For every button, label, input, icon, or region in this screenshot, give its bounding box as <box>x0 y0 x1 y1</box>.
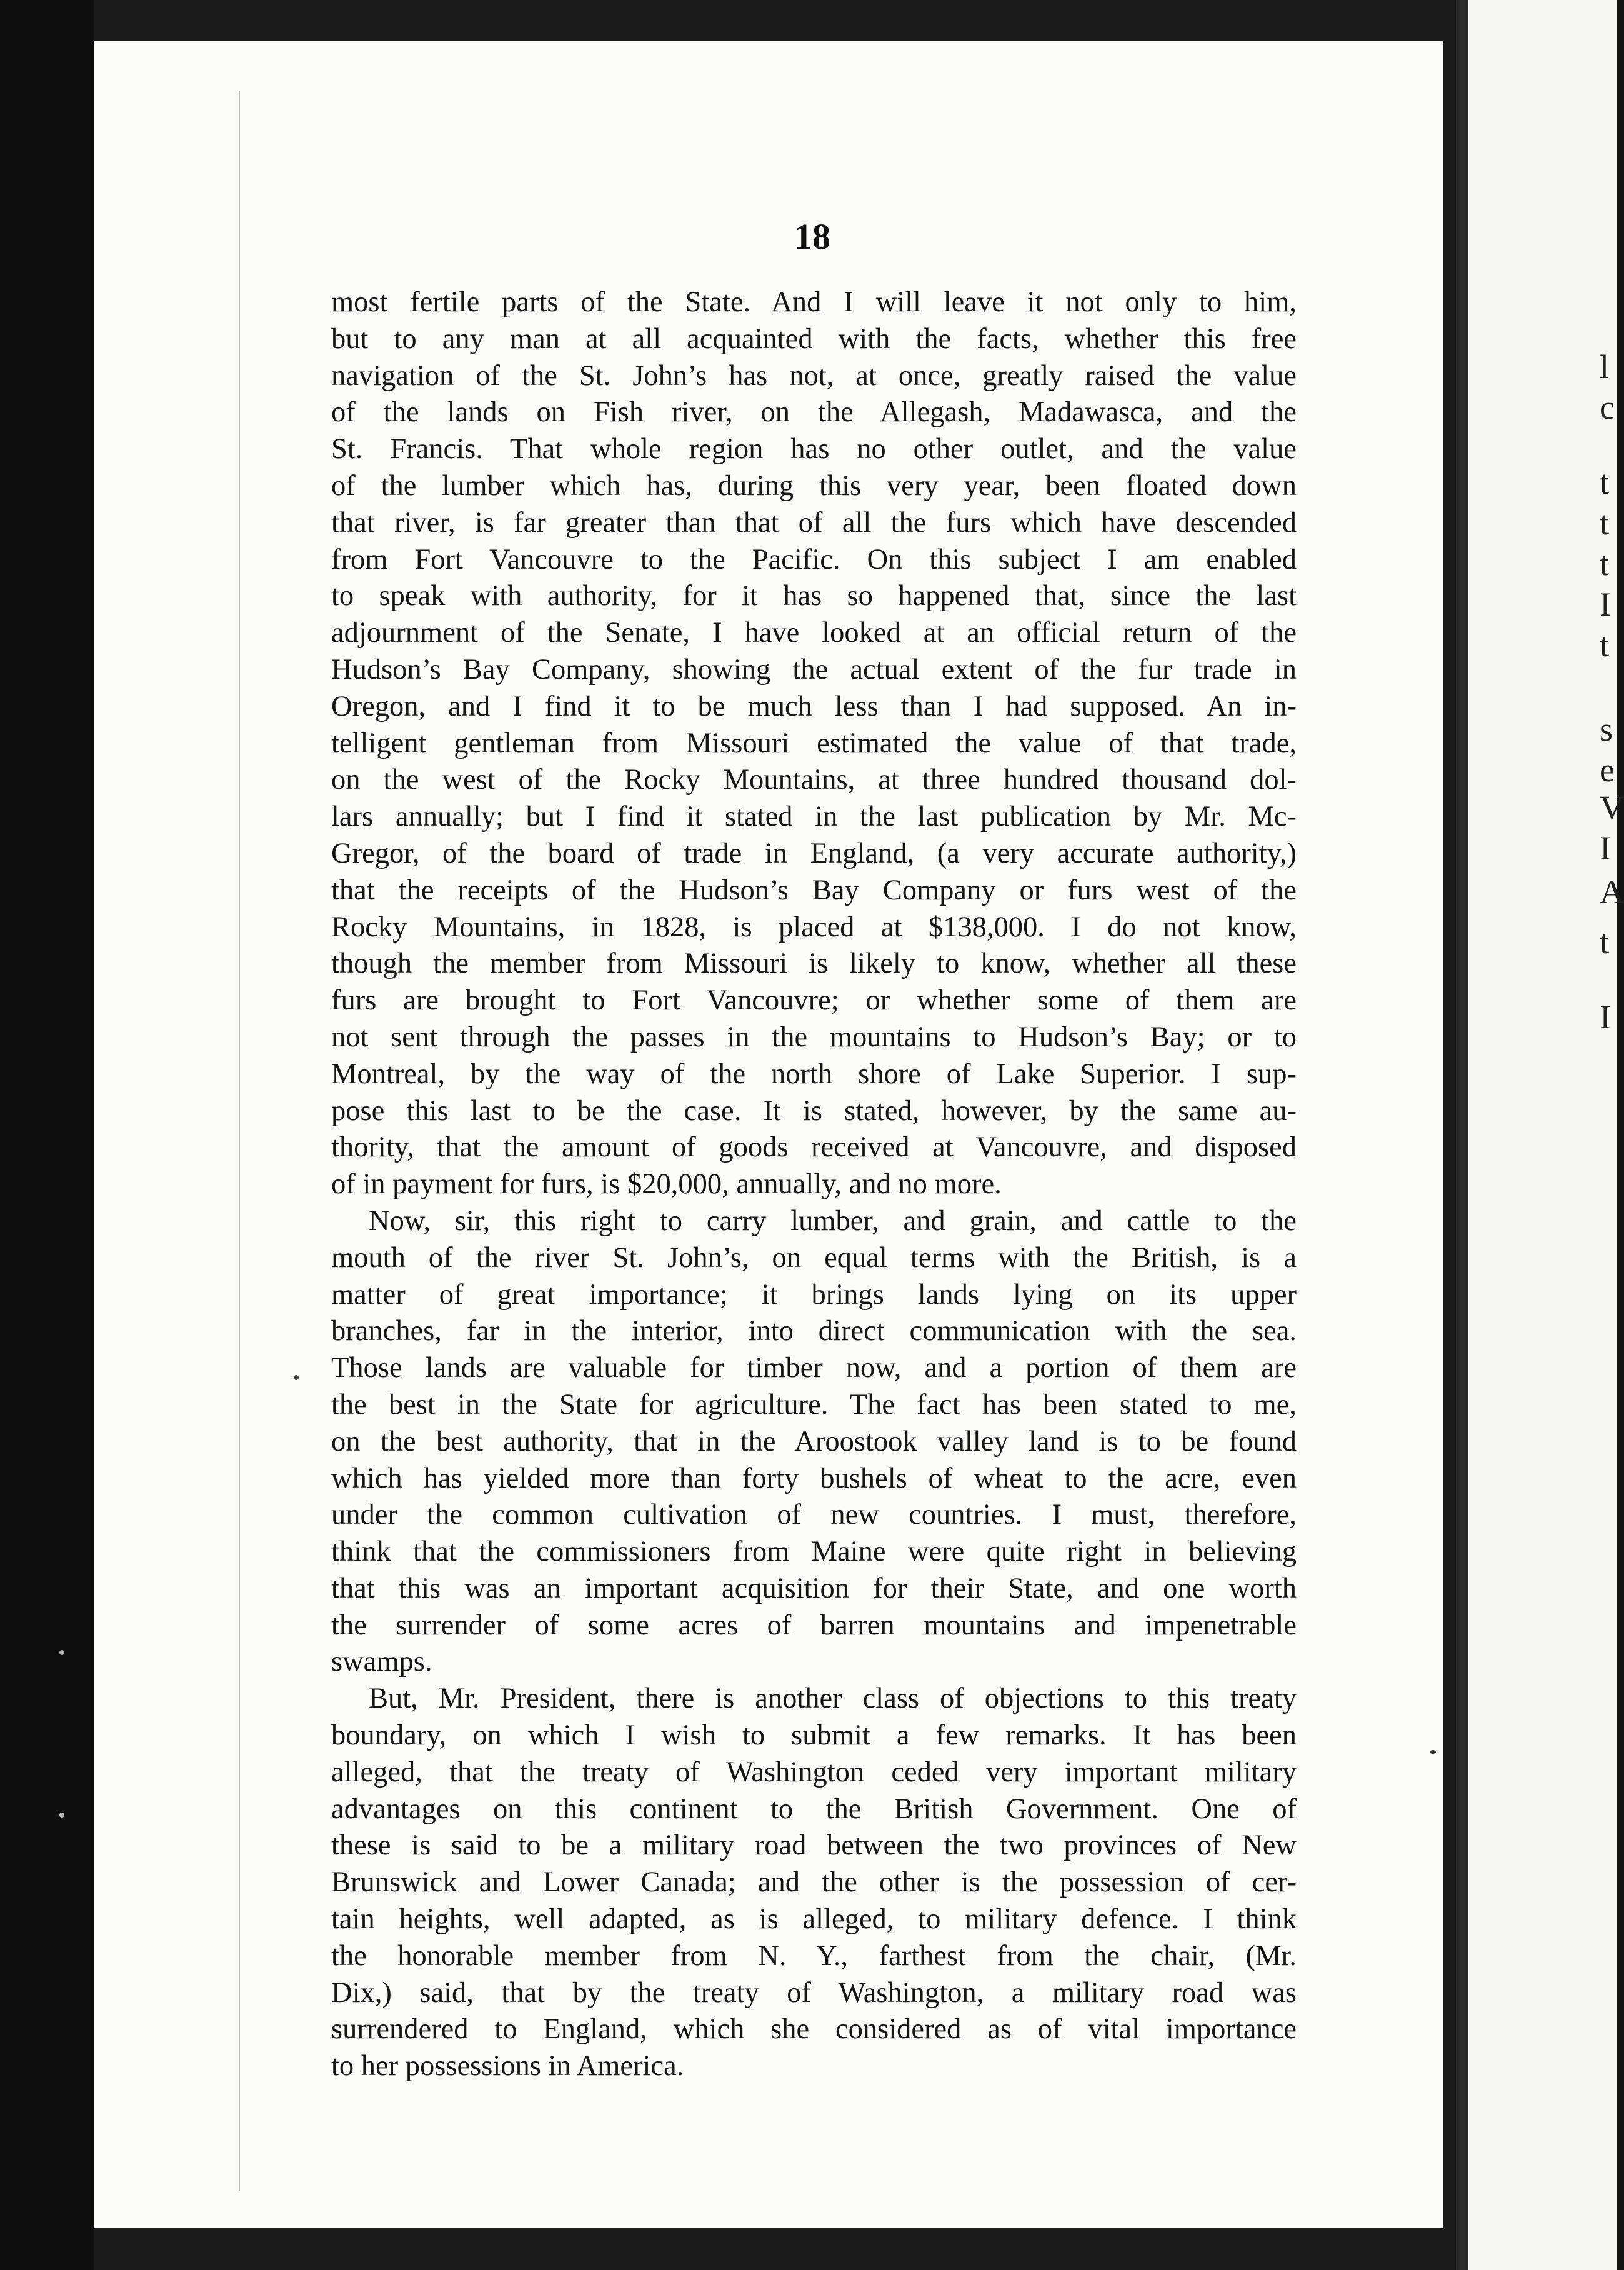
facing-page-glyph: e <box>1600 751 1615 789</box>
facing-page-glyph: s <box>1600 711 1613 748</box>
text-line: under the common cultivation of new countries. I must, therefore, <box>331 1499 1297 1531</box>
text-line: on the west of the Rocky Mountains, at three hundred thousand dol- <box>331 764 1297 796</box>
text-line: not sent through the passes in the mountains to Hudson’s Bay; or to <box>331 1021 1297 1053</box>
text-line: Hudson’s Bay Company, showing the actual extent of the fur trade in <box>331 653 1297 686</box>
text-line: though the member from Missouri is likely to know, whether all these <box>331 948 1297 980</box>
text-line: most fertile parts of the State. And I will leave it not only to him, <box>331 286 1297 318</box>
text-line: Brunswick and Lower Canada; and the other is the possession of cer- <box>331 1866 1297 1899</box>
text-line: to her possessions in America. <box>331 2050 684 2082</box>
text-line: St. Francis. That whole region has no other outlet, and the value <box>331 433 1297 466</box>
text-line: of in payment for furs, is $20,000, annually, and no more. <box>331 1168 1002 1201</box>
text-line: advantages on this continent to the British Government. One of <box>331 1792 1297 1825</box>
paragraph-3 <box>331 1681 1297 2085</box>
text-line: surrendered to England, which she considered as of vital importance <box>331 2013 1297 2046</box>
facing-page-glyph: I <box>1600 586 1611 623</box>
text-line: that the receipts of the Hudson’s Bay Company or furs west of the <box>331 874 1297 906</box>
ink-speck <box>1430 1750 1436 1754</box>
facing-page-glyph: I <box>1600 829 1611 867</box>
facing-page-glyph: I <box>1600 998 1611 1036</box>
text-line: on the best authority, that in the Aroostook valley land is to be found <box>331 1425 1297 1458</box>
facing-page-glyph: t <box>1600 504 1610 542</box>
text-line: swamps. <box>331 1646 432 1678</box>
text-line: branches, far in the interior, into direct communication with the sea. <box>331 1315 1297 1348</box>
text-line: which has yielded more than forty bushels of wheat to the acre, even <box>331 1462 1297 1494</box>
text-line: these is said to be a military road between the two provinces of New <box>331 1829 1297 1862</box>
ink-speck <box>59 1650 64 1655</box>
text-line: from Fort Vancouvre to the Pacific. On this subject I am enabled <box>331 543 1297 576</box>
text-line: the surrender of some acres of barren mountains and impenetrable <box>331 1609 1297 1641</box>
text-line: But, Mr. President, there is another class of objections to this treaty <box>369 1682 1297 1715</box>
facing-page-glyph: t <box>1600 464 1610 501</box>
text-line: of the lumber which has, during this very year, been floated down <box>331 469 1297 502</box>
facing-page-glyph: t <box>1600 923 1610 961</box>
text-line: alleged, that the treaty of Washington ceded very important military <box>331 1756 1297 1788</box>
text-line: tain heights, well adapted, as is alleged, to military defence. I think <box>331 1903 1297 1936</box>
text-line: Those lands are valuable for timber now, and a portion of them are <box>331 1352 1297 1384</box>
text-line: the honorable member from N. Y., farthest from the chair, (Mr. <box>331 1939 1297 1972</box>
facing-page-glyph: l <box>1600 348 1610 386</box>
facing-page-glyph: t <box>1600 545 1610 582</box>
text-line: that river, is far greater than that of all the furs which have descended <box>331 506 1297 539</box>
text-line: the best in the State for agriculture. The fact has been stated to me, <box>331 1388 1297 1421</box>
text-line: boundary, on which I wish to submit a few remarks. It has been <box>331 1719 1297 1752</box>
facing-page-glyph: A <box>1600 873 1624 911</box>
text-line: furs are brought to Fort Vancouvre; or whether some of them are <box>331 984 1297 1017</box>
paragraph-2 <box>331 1203 1297 1681</box>
text-line: Montreal, by the way of the north shore of Lake Superior. I sup- <box>331 1058 1297 1090</box>
text-line: that this was an important acquisition for their State, and one worth <box>331 1572 1297 1604</box>
facing-page <box>1456 0 1617 2270</box>
text-line: Rocky Mountains, in 1828, is placed at $138,000. I do not know, <box>331 911 1297 943</box>
page-divider <box>1456 0 1468 2270</box>
text-line: think that the commissioners from Maine were quite right in believing <box>331 1536 1297 1568</box>
page-margin-rule <box>239 91 240 2191</box>
text-line: but to any man at all acquainted with the facts, whether this free <box>331 322 1297 355</box>
page-number: 18 <box>794 216 830 257</box>
ink-speck <box>59 1812 64 1818</box>
text-line: telligent gentleman from Missouri estimated the value of that trade, <box>331 727 1297 759</box>
text-line: matter of great importance; it brings lands lying on its upper <box>331 1278 1297 1311</box>
text-line: Gregor, of the board of trade in England, (a very accurate authority,) <box>331 837 1297 869</box>
text-line: thority, that the amount of goods received at Vancouvre, and disposed <box>331 1131 1297 1164</box>
facing-page-glyph: t <box>1600 626 1610 664</box>
facing-page-glyph: c <box>1600 389 1615 426</box>
paragraph-1 <box>331 284 1297 1203</box>
text-line: Dix,) said, that by the treaty of Washington, a military road was <box>331 1976 1297 2009</box>
text-line: Oregon, and I find it to be much less than I had supposed. An in- <box>331 690 1297 722</box>
book-gutter-shadow <box>0 0 94 2270</box>
text-line: Now, sir, this right to carry lumber, and grain, and cattle to the <box>369 1204 1297 1237</box>
text-line: mouth of the river St. John’s, on equal terms with the British, is a <box>331 1241 1297 1274</box>
text-line: to speak with authority, for it has so happened that, since the last <box>331 580 1297 612</box>
facing-page-glyph: V <box>1600 789 1624 826</box>
text-line: navigation of the St. John’s has not, at once, greatly raised the value <box>331 359 1297 392</box>
body-text <box>331 284 1297 2085</box>
ink-speck <box>294 1375 299 1380</box>
text-line: pose this last to be the case. It is stated, however, by the same au- <box>331 1094 1297 1127</box>
text-line: lars annually; but I find it stated in the last publication by Mr. Mc- <box>331 801 1297 833</box>
text-line: adjournment of the Senate, I have looked at an official return of the <box>331 617 1297 649</box>
text-line: of the lands on Fish river, on the Allegash, Madawasca, and the <box>331 396 1297 429</box>
